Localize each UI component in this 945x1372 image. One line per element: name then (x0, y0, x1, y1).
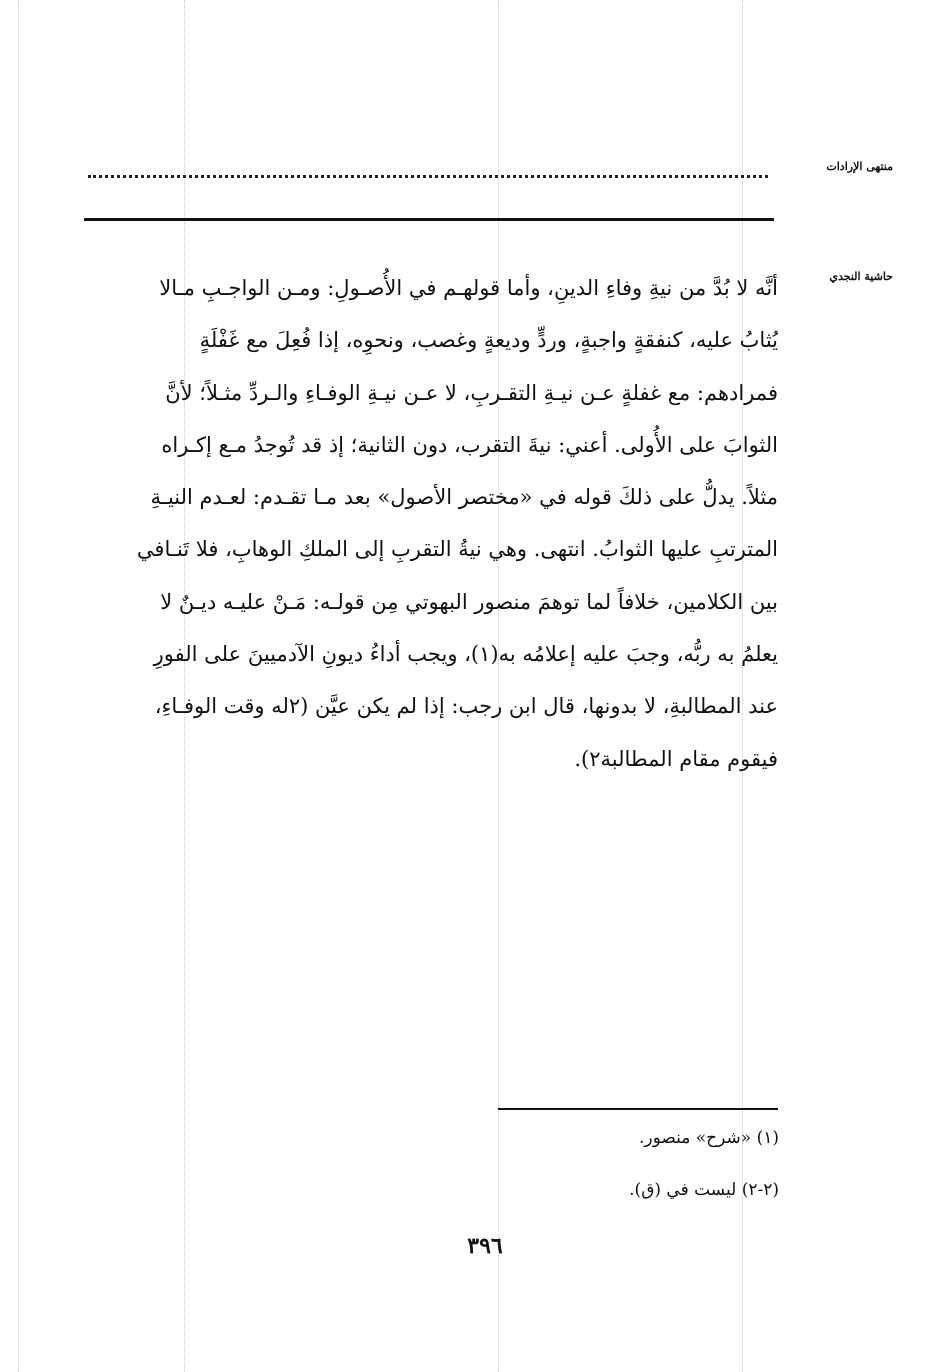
header-solid-divider (84, 218, 774, 221)
text-line: يعلمُ به ربُّه، وجبَ عليه إعلامُه به(١)، ويجب أداءُ ديونِ الآدميينَ على الفورِ (153, 642, 778, 667)
text-line: أنَّه لا بُدَّ من نيةِ وفاءِ الدينِ، وأما قولهـم في الأُصـولِ: ومـن الواجـبِ مـالا (159, 276, 778, 300)
running-header-title: منتهى الإرادات (826, 160, 893, 173)
text-line: مثلاً. يدلُّ على ذلكَ قوله في «مختصر الأصول» بعد مـا تقـدم: لعـدم النيـةِ (150, 485, 778, 510)
scan-streak (18, 0, 19, 1372)
header-dotted-divider (88, 175, 768, 178)
text-line: الثوابَ على الأُولى. أعني: نيةَ التقرب، دون الثانية؛ إذ قد تُوجدُ مـع إكـراه (161, 432, 778, 457)
text-line: المترتبِ عليها الثوابُ. انتهى. وهي نيةُ التقربِ إلى الملكِ الوهابِ، فلا تَنـافي (136, 537, 778, 562)
main-text-block (84, 262, 778, 785)
text-line: فمرادهم: مع غفلةٍ عـن نيـةِ التقـربِ، لا عـن نيـةِ الوفـاءِ والـردِّ مثـلاً؛ لأنَّ (165, 380, 778, 405)
footnote-item: (١) «شرح» منصور. (639, 1128, 779, 1148)
margin-label: حاشية النجدي (829, 270, 893, 283)
text-line: بين الكلامين، خلافاً لما توهمَ منصور البهوتي مِن قولـه: مَـنْ عليـه ديـنٌ لا (160, 589, 778, 614)
footnote-divider (498, 1108, 778, 1110)
text-line: يُثابُ عليه، كنفقةٍ واجبةٍ، وردٍّ وديعةٍ وغصب، ونحوِه، إذا فُعِلَ مع غَفْلَةٍ (199, 328, 778, 353)
text-line: عند المطالبةِ، لا بدونها، قال ابن رجب: إذا لم يكن عيَّن (٢له وقت الوفـاءِ، (154, 694, 778, 719)
footnote-item: (٢-٢) ليست في (ق). (629, 1180, 779, 1200)
text-line: فيقوم مقام المطالبة٢). (574, 746, 778, 771)
page-number: ٣٩٦ (467, 1233, 503, 1259)
footnotes (629, 1125, 779, 1229)
